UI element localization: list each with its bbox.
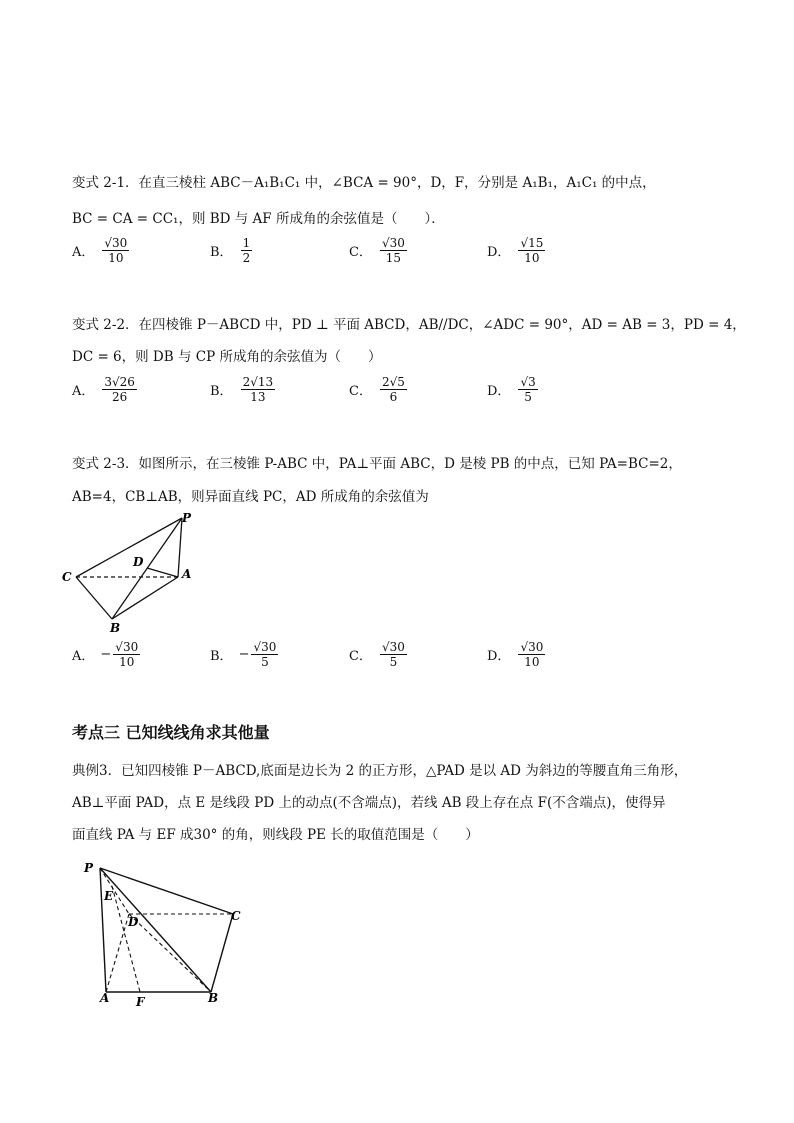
segment-ad (147, 568, 178, 577)
option-label: D． (487, 384, 511, 399)
edge-db-hidden (129, 914, 211, 992)
label-p: P (84, 861, 94, 875)
option-label: C． (349, 384, 372, 399)
q23-option-d[interactable] (487, 640, 545, 669)
option-fraction (241, 375, 276, 404)
option-fraction (113, 640, 140, 669)
option-fraction (251, 640, 278, 669)
edge-ad-hidden (106, 914, 129, 992)
edge-ab (112, 577, 178, 619)
q22-option-b[interactable] (210, 375, 275, 404)
fraction-denominator: 5 (389, 655, 398, 669)
option-label: A． (72, 384, 95, 399)
option-fraction (380, 236, 407, 265)
option-fraction (241, 236, 253, 265)
q23-option-b[interactable] (210, 640, 278, 669)
q23-line2: AB=4，CB⊥AB，则异面直线 PC，AD 所成角的余弦值为 (72, 489, 429, 505)
section-heading: 考点三 已知线线角求其他量 (72, 723, 270, 742)
fraction-numerator: √30 (381, 236, 405, 250)
q23-option-c[interactable] (349, 640, 407, 669)
fraction-numerator: 2√5 (381, 375, 405, 389)
label-b: B (110, 621, 121, 635)
fraction-denominator: 5 (524, 390, 532, 404)
q23-line1: 变式 2-3．如图所示，在三棱锥 P-ABC 中，PA⊥平面 ABC，D 是棱 PB 的中点，已知 PA=BC=2， (72, 456, 682, 472)
fraction-denominator: 10 (524, 655, 540, 669)
option-label: A． (72, 245, 95, 260)
option-label: B． (210, 649, 233, 664)
label-c: C (231, 909, 241, 923)
q21-option-b[interactable] (210, 236, 252, 265)
fraction-numerator: √3 (520, 375, 536, 389)
option-label: A． (72, 649, 95, 664)
segment-ef-hidden (112, 886, 140, 992)
edge-bc (211, 914, 233, 992)
edge-pa (100, 868, 106, 992)
label-f: F (136, 995, 145, 1009)
label-e: E (104, 889, 114, 903)
q21-option-a[interactable] (72, 236, 129, 265)
option-fraction (102, 236, 129, 265)
fraction-numerator: √30 (381, 640, 405, 654)
fraction-denominator: 10 (119, 655, 135, 669)
option-fraction (518, 375, 537, 404)
fraction-numerator: √15 (520, 236, 544, 250)
option-label: B． (210, 384, 233, 399)
q23-option-a[interactable] (72, 640, 140, 669)
ex3-line1: 典例3．已知四棱锥 P－ABCD,底面是边长为 2 的正方形，△PAD 是以 AD 为斜边的等腰直角三角形， (72, 763, 688, 779)
option-label: D． (487, 649, 511, 664)
option-fraction (380, 375, 407, 404)
fraction-denominator: 15 (385, 251, 402, 265)
q22-options (72, 375, 772, 415)
option-label: D． (487, 245, 511, 260)
fraction-denominator: 10 (524, 251, 540, 265)
option-sign: − (238, 647, 250, 662)
fraction-numerator: 3√26 (104, 375, 135, 389)
ex3-line3: 面直线 PA 与 EF 成30° 的角，则线段 PE 长的取值范围是（ ） (72, 827, 479, 843)
label-d: D (133, 555, 144, 569)
fraction-numerator: √30 (115, 640, 139, 654)
fraction-denominator: 2 (242, 251, 251, 265)
q21-option-d[interactable] (487, 236, 545, 265)
q22-option-d[interactable] (487, 375, 538, 404)
q21-line1: 变式 2-1．在直三棱柱 ABC－A₁B₁C₁ 中，∠BCA = 90°，D，F，分别是 A₁B₁，A₁C₁ 的中点， (72, 175, 656, 191)
edge-cb (76, 577, 112, 619)
label-a: A (182, 567, 192, 581)
fraction-numerator: 1 (242, 236, 251, 250)
fraction-numerator: 2√13 (242, 375, 274, 389)
option-label: B． (210, 245, 233, 260)
option-label: C． (349, 245, 372, 260)
label-d: D (128, 915, 139, 929)
option-fraction (518, 640, 545, 669)
pyramid-figure-pabcd (78, 852, 258, 1012)
fraction-denominator: 6 (389, 390, 398, 404)
label-a: A (100, 991, 110, 1005)
option-fraction (380, 640, 407, 669)
fraction-denominator: 5 (261, 655, 269, 669)
option-fraction (102, 375, 137, 404)
option-label: C． (349, 649, 372, 664)
option-fraction (518, 236, 545, 265)
fraction-numerator: √30 (253, 640, 277, 654)
q21-option-c[interactable] (349, 236, 407, 265)
fraction-denominator: 10 (108, 251, 124, 265)
q23-options (72, 640, 772, 680)
q22-line2: DC = 6，则 DB 与 CP 所成角的余弦值为（ ） (72, 349, 382, 365)
q22-line1: 变式 2-2．在四棱锥 P－ABCD 中，PD ⊥ 平面 ABCD，AB//DC，∠ADC = 90°，AD = AB = 3，PD = 4， (72, 317, 746, 333)
label-p: P (182, 511, 192, 525)
ex3-line2: AB⊥平面 PAD，点 E 是线段 PD 上的动点(不含端点)，若线 AB 段上存在点 F(不含端点)，使得异 (72, 795, 666, 811)
q21-line2: BC = CA = CC₁，则 BD 与 AF 所成角的余弦值是（ ）． (72, 211, 445, 227)
option-sign: − (100, 647, 112, 662)
fraction-numerator: √30 (520, 640, 544, 654)
q22-option-a[interactable] (72, 375, 137, 404)
label-b: B (208, 991, 219, 1005)
label-c: C (62, 570, 72, 584)
edge-pc (76, 518, 182, 577)
fraction-denominator: 26 (112, 390, 128, 404)
fraction-numerator: √30 (104, 236, 128, 250)
fraction-denominator: 13 (250, 390, 266, 404)
pyramid-figure-pabc (60, 508, 220, 638)
q21-options (72, 236, 772, 276)
q22-option-c[interactable] (349, 375, 407, 404)
